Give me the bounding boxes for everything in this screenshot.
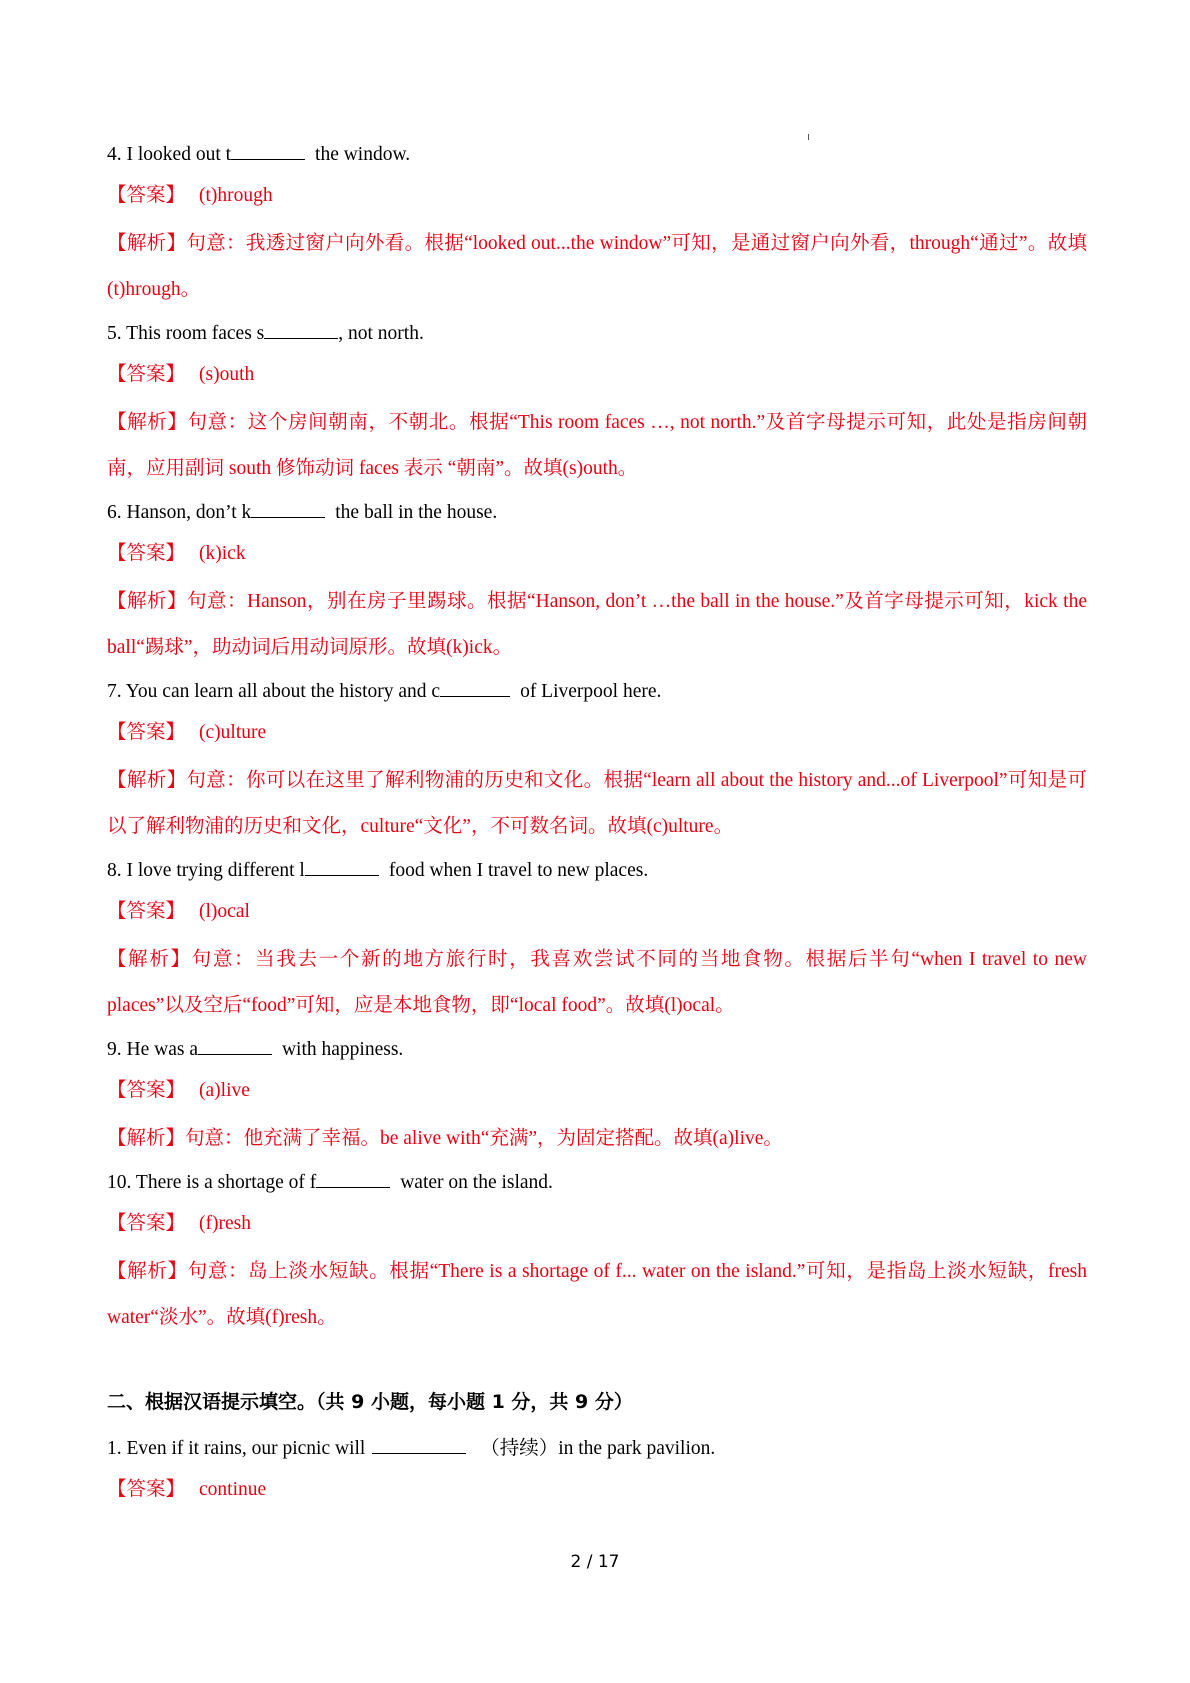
question-block	[107, 1428, 1087, 1515]
answer-line	[107, 357, 1087, 400]
question-number: 5.	[107, 323, 122, 344]
answer-text: (k)ick	[199, 543, 246, 564]
answer-line	[107, 1472, 1087, 1515]
question-number: 7.	[107, 681, 122, 702]
question-text-before: There is a shortage of f	[135, 1172, 317, 1193]
answer-tag: 【答案】	[107, 1080, 186, 1101]
question-line	[107, 1162, 1087, 1206]
question-block	[107, 1162, 1087, 1341]
explanation-text: 【解析】句意：Hanson，别在房子里踢球。根据“Hanson, don’t …the ball in the house.”及首字母提示可知，kick the ball“踢球”，助动词后用动词原形。故填(k)ick。	[107, 591, 1087, 658]
answer-blank	[440, 679, 510, 697]
question-block	[107, 671, 1087, 850]
question-text-before: This room faces s	[126, 323, 265, 344]
explanation-text: 【解析】句意：他充满了幸福。be alive with“充满”，为固定搭配。故填(a)live。	[107, 1128, 783, 1149]
chinese-hint: （持续）	[480, 1438, 559, 1459]
explanation-text: 【解析】句意：我透过窗户向外看。根据“looked out...the window”可知，是通过窗户向外看，through“通过”。故填(t)hrough。	[107, 233, 1087, 300]
question-block	[107, 850, 1087, 1029]
question-text-after: in the park pavilion.	[558, 1438, 716, 1459]
question-text-before: I love trying different l	[126, 860, 305, 881]
question-number: 1.	[107, 1438, 122, 1459]
question-line	[107, 1428, 1087, 1472]
answer-line	[107, 894, 1087, 937]
explanation-text: 【解析】句意：这个房间朝南，不朝北。根据“This room faces …, not north.”及首字母提示可知，此处是指房间朝南，应用副词 south 修饰动词 faces 表示 “朝南”。故填(s)outh。	[107, 412, 1087, 479]
question-text-before: You can learn all about the history and c	[125, 681, 441, 702]
answer-line	[107, 715, 1087, 758]
answer-tag: 【答案】	[107, 543, 186, 564]
question-number: 6.	[107, 502, 122, 523]
question-text-before: Even if it rains, our picnic will	[126, 1438, 366, 1459]
question-text-after: , not north.	[338, 323, 424, 344]
question-line	[107, 492, 1087, 536]
answer-blank	[372, 1436, 466, 1454]
question-line	[107, 313, 1087, 357]
answer-blank	[251, 500, 325, 518]
question-line	[107, 1029, 1087, 1073]
question-text-after: food when I travel to new places.	[388, 860, 649, 881]
question-text-after: with happiness.	[281, 1039, 404, 1060]
question-text-before: Hanson, don’t k	[126, 502, 252, 523]
answer-tag: 【答案】	[107, 185, 186, 206]
question-number: 4.	[107, 144, 122, 165]
answer-line	[107, 178, 1087, 221]
answer-tag: 【答案】	[107, 901, 186, 922]
page-number: 2 / 17	[570, 1552, 620, 1572]
answer-text: (f)resh	[199, 1213, 251, 1234]
answer-tag: 【答案】	[107, 1479, 186, 1500]
question-text-after: of Liverpool here.	[520, 681, 662, 702]
answer-text: (s)outh	[199, 364, 255, 385]
answer-blank	[305, 858, 379, 876]
answer-blank	[198, 1037, 272, 1055]
question-block	[107, 313, 1087, 492]
answer-tag: 【答案】	[107, 1213, 186, 1234]
question-number: 10.	[107, 1172, 132, 1193]
explanation-text: 【解析】句意：你可以在这里了解利物浦的历史和文化。根据“learn all about the history and...of Liverpool”可知是可以了解利物浦的历史和文化，culture“文化”，不可数名词。故填(c)ulture。	[107, 770, 1087, 837]
answer-blank	[316, 1170, 390, 1188]
question-block	[107, 1029, 1087, 1162]
question-text-before: I looked out t	[126, 144, 232, 165]
question-block	[107, 134, 1087, 313]
answer-blank	[231, 142, 305, 160]
answer-text: (l)ocal	[199, 901, 250, 922]
question-line	[107, 671, 1087, 715]
answer-line	[107, 1073, 1087, 1116]
explanation-text: 【解析】句意：岛上淡水短缺。根据“There is a shortage of f... water on the island.”可知，是指岛上淡水短缺，fresh water“淡水”。故填(f)resh。	[107, 1261, 1087, 1328]
question-text-after: the ball in the house.	[335, 502, 498, 523]
answer-tag: 【答案】	[107, 364, 186, 385]
question-line	[107, 850, 1087, 894]
section-heading: 二、根据汉语提示填空。（共 9 小题，每小题 1 分，共 9 分）	[107, 1391, 633, 1413]
answer-text: (c)ulture	[199, 722, 267, 743]
question-line	[107, 134, 1087, 178]
question-block	[107, 492, 1087, 671]
answer-line	[107, 536, 1087, 579]
answer-text: continue	[199, 1479, 267, 1500]
answer-text: (t)hrough	[199, 185, 273, 206]
question-text-before: He was a	[126, 1039, 198, 1060]
answer-tag: 【答案】	[107, 722, 186, 743]
answer-text: (a)live	[199, 1080, 250, 1101]
page-content	[107, 134, 1087, 1515]
question-text-after: the window.	[315, 144, 411, 165]
answer-blank	[264, 321, 338, 339]
question-number: 8.	[107, 860, 122, 881]
question-number: 9.	[107, 1039, 122, 1060]
answer-line	[107, 1206, 1087, 1249]
question-text-after: water on the island.	[400, 1172, 553, 1193]
explanation-text: 【解析】句意：当我去一个新的地方旅行时，我喜欢尝试不同的当地食物。根据后半句“when I travel to new places”以及空后“food”可知，应是本地食物，即“local food”。故填(l)ocal。	[107, 949, 1087, 1016]
